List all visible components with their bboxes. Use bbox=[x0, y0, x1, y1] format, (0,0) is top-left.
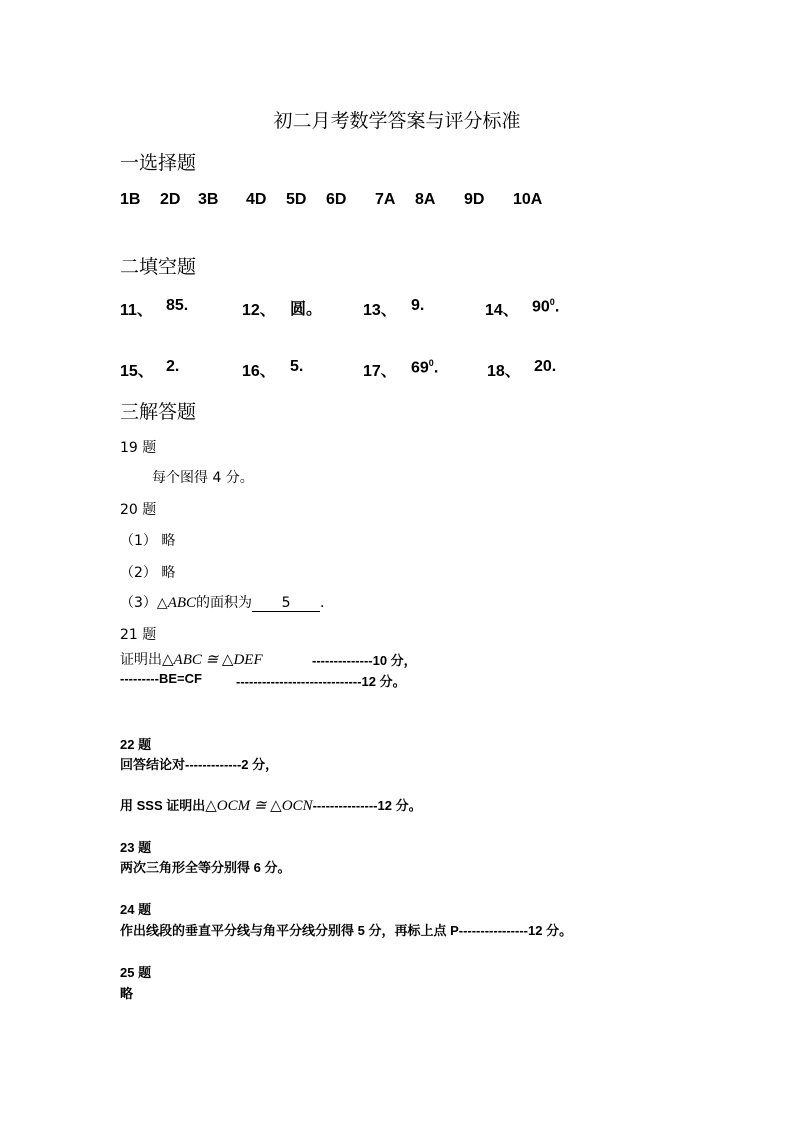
choice-answer: 1B bbox=[120, 191, 141, 208]
fill-answer: 5. bbox=[290, 358, 304, 375]
choice-answer: 3B bbox=[198, 191, 219, 208]
choice-answer: 6D bbox=[326, 191, 347, 208]
q24-text: 作出线段的垂直平分线与角平分线分别得 5 分，再标上点 P----------------12 分。 bbox=[120, 923, 573, 938]
q24-label: 24 题 bbox=[120, 902, 152, 917]
choice-answer: 8A bbox=[415, 191, 436, 208]
fill-number: 15、 bbox=[120, 363, 154, 380]
fill-answer: $90^0$. bbox=[532, 297, 560, 316]
fill-number: 16、 bbox=[242, 363, 276, 380]
q25-text: 略 bbox=[120, 986, 134, 1001]
page-title: 初二月考数学答案与评分标准 bbox=[273, 110, 521, 132]
fill-number: 11、 bbox=[120, 302, 153, 319]
q19-label: 19 题 bbox=[120, 440, 157, 456]
choice-answer: 10A bbox=[513, 191, 543, 208]
q23-text: 两次三角形全等分别得 6 分。 bbox=[120, 860, 291, 875]
area-answer-blank: 5 bbox=[252, 595, 320, 612]
congruence-expression: △ABC ≅ △DEF bbox=[162, 652, 263, 668]
q22-label: 22 题 bbox=[120, 737, 152, 752]
q20-part3: （3）△ABC的面积为 5 . bbox=[120, 595, 325, 611]
fill-number: 17、 bbox=[363, 363, 397, 380]
fill-number: 18、 bbox=[487, 363, 521, 380]
q19-text: 每个图得 4 分。 bbox=[152, 470, 254, 486]
fill-answer: 9. bbox=[411, 297, 425, 314]
congruence-expression: △OCM ≅ △OCN bbox=[205, 798, 313, 814]
choice-answer: 4D bbox=[246, 191, 267, 208]
q21-line1: 证明出△ABC ≅ △DEF bbox=[120, 652, 263, 668]
q21-line2-left: ---------BE=CF bbox=[120, 671, 202, 686]
q23-label: 23 题 bbox=[120, 840, 152, 855]
section-fill-heading: 二填空题 bbox=[120, 256, 197, 278]
q22-line1: 回答结论对-------------2 分， bbox=[120, 757, 279, 772]
section-choice-heading: 一选择题 bbox=[120, 152, 197, 174]
choice-answer: 2D bbox=[160, 191, 181, 208]
fill-answer: $69^0$. bbox=[411, 358, 439, 377]
fill-answer: 圆。 bbox=[290, 301, 323, 318]
fill-answer: 20. bbox=[534, 358, 557, 375]
q21-score1: --------------10 分， bbox=[312, 653, 417, 668]
choice-answer: 9D bbox=[464, 191, 485, 208]
q22-line2: 用 SSS 证明出△OCM ≅ △OCN---------------12 分。 bbox=[120, 798, 422, 814]
q20-part1: （1） 略 bbox=[120, 533, 176, 549]
q21-label: 21 题 bbox=[120, 627, 157, 643]
q21-line2-right: -----------------------------12 分。 bbox=[236, 674, 406, 689]
choice-answer: 7A bbox=[375, 191, 396, 208]
choice-answer: 5D bbox=[286, 191, 307, 208]
q25-label: 25 题 bbox=[120, 965, 152, 980]
section-solution-heading: 三解答题 bbox=[120, 401, 197, 423]
fill-number: 13、 bbox=[363, 302, 397, 319]
fill-answer: 85. bbox=[166, 297, 189, 314]
fill-number: 14、 bbox=[485, 302, 519, 319]
fill-number: 12、 bbox=[242, 302, 276, 319]
q20-label: 20 题 bbox=[120, 502, 157, 518]
q20-part2: （2） 略 bbox=[120, 565, 176, 581]
fill-answer: 2. bbox=[166, 358, 180, 375]
